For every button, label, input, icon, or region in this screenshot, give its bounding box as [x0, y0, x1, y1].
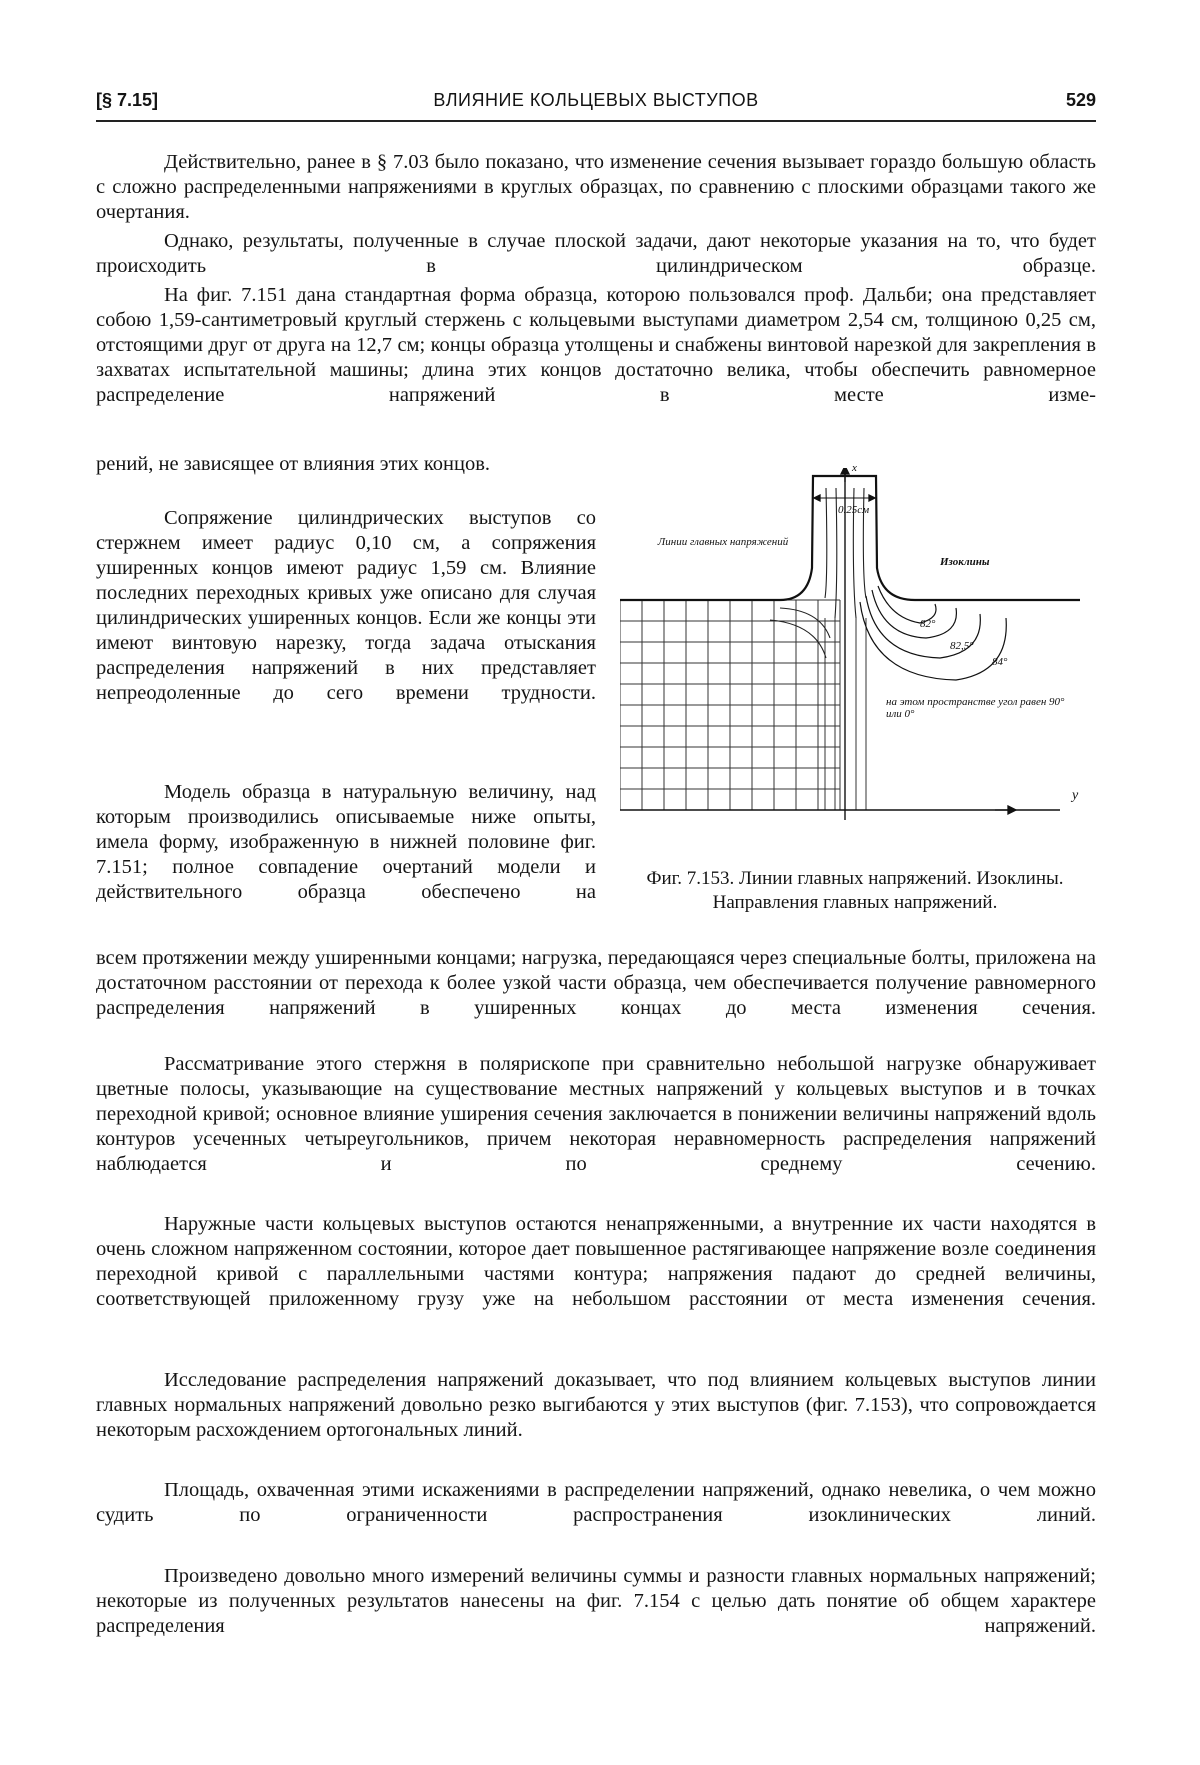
width-label: 0.25см: [838, 504, 870, 516]
paragraph: рений, не зависящее от влияния этих концов.: [96, 453, 491, 475]
paragraph: Исследование распределения напряжений доказывает, что под влиянием кольцевых выступов линии главных нормальных напряжений довольно резко выгибаются у этих выступов (фиг. 7.153), что сопровождается некоторым расхождением ортогональных линий.: [96, 1369, 1096, 1441]
figure-7-153: [620, 462, 1110, 823]
isocline-84-label: 84°: [992, 656, 1008, 668]
running-header: [96, 88, 1096, 118]
principal-lines-label: Линии главных напряжений: [657, 536, 789, 548]
header-rule: [96, 120, 1096, 122]
section-reference: [§ 7.15]: [96, 90, 159, 110]
axis-label-x: x: [852, 462, 857, 474]
axis-label-y: y: [1072, 788, 1079, 803]
paragraph: Произведено довольно много измерений величины суммы и разности главных нормальных напряжений; некоторые из полученных результатов нанесены на фиг. 7.154 с целью дать понятие об общем характере распределения напряжений.: [96, 1565, 1096, 1637]
paragraph: Модель образца в натуральную величину, над которым производились описываемые ниже опыты, имела форму, изображенную в нижней половине фиг. 7.151; полное совпадение очертаний модели и действительного образца обеспечено на: [96, 781, 596, 903]
paragraph: Площадь, охваченная этими искажениями в распределении напряжений, однако невелика, о чем можно судить по ограниченности распространения изоклинических линий.: [96, 1479, 1096, 1526]
isoclines-label: Изоклины: [940, 556, 990, 568]
paragraph: На фиг. 7.151 дана стандартная форма образца, которою пользовался проф. Дальби; она представляет собою 1,59-сантиметровый круглый стержень с кольцевыми выступами диаметром 2,54 см, толщиною 0,25 см, отстоящими друг от друга на 12,7 см; концы образца утолщены и снабжены винтовой нарезкой для закрепления в захватах испытательной машины; длина этих концов достаточно велика, чтобы обеспечить равномерное распределение напряжений в месте изме-: [96, 284, 1096, 406]
isocline-825-label: 82,5°: [950, 640, 974, 652]
paragraph: всем протяжении между уширенными концами; нагрузка, передающаяся через специальные болты, приложена на достаточном расстоянии от перехода к более узкой части образца, чем обеспечивается получение равномерного распределения напряжений в уширенных концах до места изменения сечения.: [96, 947, 1096, 1019]
figure-caption: Фиг. 7.153. Линии главных напряжений. Изоклины. Направления главных напряжений.: [646, 868, 1064, 913]
region-note-label: на этом пространстве угол равен 90° или 0°: [886, 696, 1065, 720]
paragraph: Наружные части кольцевых выступов остаются ненапряженными, а внутренние их части находятся в очень сложном напряженном состоянии, которое дает повышенное растягивающее напряжение возле соединения переходной кривой с параллельными частями контура; напряжения падают до средней величины, соответствующей приложенному грузу уже на небольшом расстоянии от места изменения сечения.: [96, 1213, 1096, 1310]
paragraph: Однако, результаты, полученные в случае плоской задачи, дают некоторые указания на то, что будет происходить в цилиндрическом образце.: [96, 230, 1096, 277]
stress-lines-diagram: [620, 468, 1110, 823]
isocline-82-label: 82°: [920, 618, 936, 630]
paragraph: Сопряжение цилиндрических выступов со стержнем имеет радиус 0,10 см, а сопряжения уширенных концов имеют радиус 1,59 см. Влияние последних переходных кривых уже описано для случая цилиндрических уширенных концов. Если же концы эти имеют винтовую нарезку, тогда задача отыскания распределения напряжений в них представляет непреодоленные до сего времени трудности.: [96, 507, 596, 704]
running-title: ВЛИЯНИЕ КОЛЬЦЕВЫХ ВЫСТУПОВ: [433, 90, 759, 110]
paragraph: Рассматривание этого стержня в полярископе при сравнительно небольшой нагрузке обнаруживает цветные полосы, указывающие на существование местных напряжений у кольцевых выступов и в точках переходной кривой; основное влияние уширения сечения заключается в понижении величины напряжений вдоль контуров усеченных четыреугольников, причем некоторая неравномерность распределения напряжений наблюдается и по среднему сечению.: [96, 1053, 1096, 1175]
page-number: 529: [1065, 90, 1096, 110]
paragraph: Действительно, ранее в § 7.03 было показано, что изменение сечения вызывает гораздо большую область с сложно распределенными напряжениями в круглых образцах, по сравнению с плоскими образцами такого же очертания.: [96, 151, 1096, 223]
